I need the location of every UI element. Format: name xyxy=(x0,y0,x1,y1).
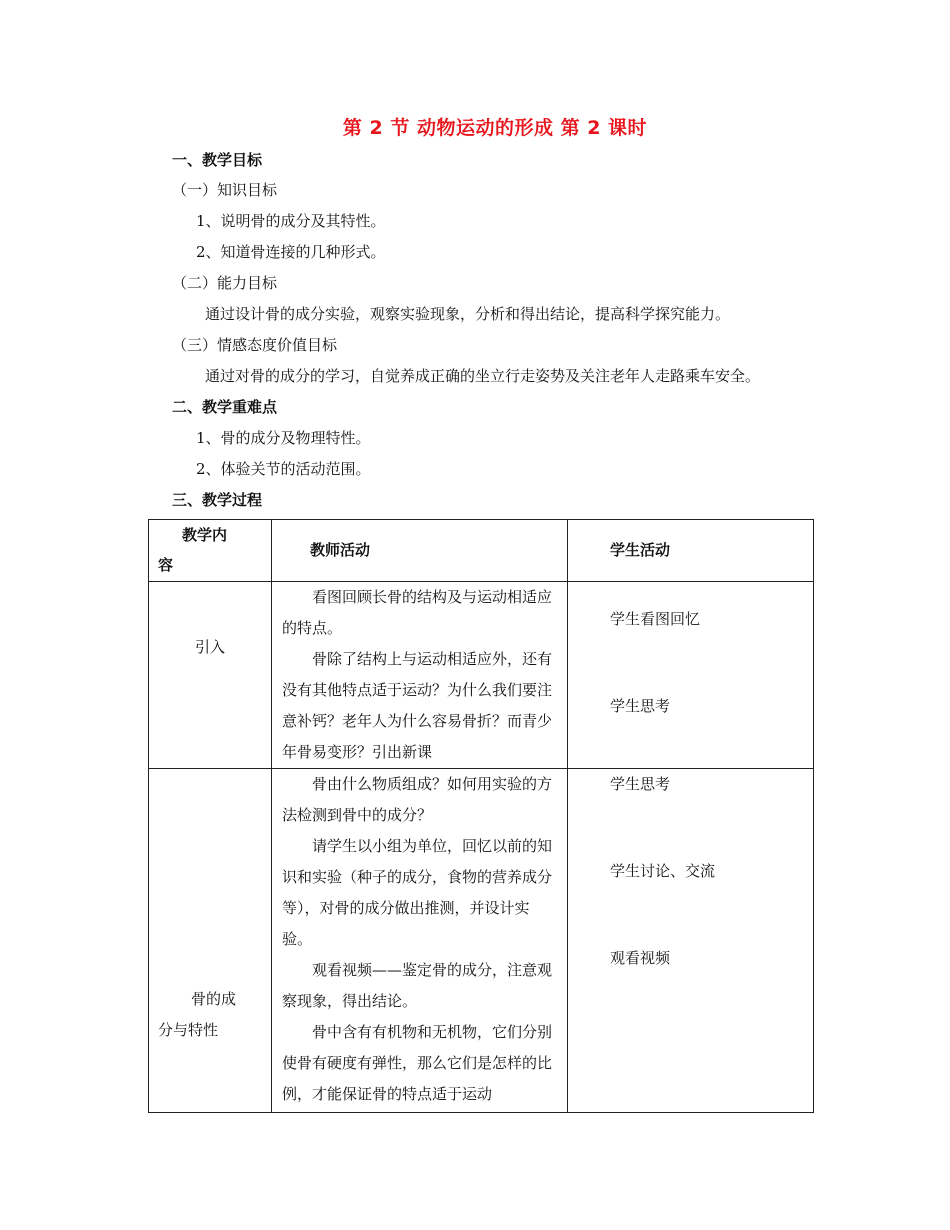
subheading-ability: （二）能力目标 xyxy=(172,274,278,292)
row1-student-1: 学生看图回忆 xyxy=(610,610,701,628)
row2-student-3: 观看视频 xyxy=(610,949,671,967)
row1-content-cell xyxy=(149,582,272,769)
row2-content-cell xyxy=(149,769,272,1113)
row2-teacher-p4: 骨中含有有机物和无机物，它们分别使骨有硬度有弹性，那么它们是怎样的比例，才能保证骨的特点适于运动 xyxy=(282,1023,553,1103)
row1-student-cell xyxy=(568,582,814,769)
page-title: 第 2 节 动物运动的形成 第 2 课时 xyxy=(342,117,648,139)
row1-teacher-p2: 骨除了结构上与运动相适应外，还有没有其他特点适于运动？为什么我们要注意补钙？老年人为什么容易骨折？而青少年骨易变形？引出新课 xyxy=(282,650,553,761)
row2-student-1: 学生思考 xyxy=(610,775,671,793)
header-student-cell xyxy=(568,520,814,582)
header-content-line1: 教学内 xyxy=(182,526,228,544)
ability-text: 通过设计骨的成分实验，观察实验现象，分析和得出结论，提高科学探究能力。 xyxy=(205,305,731,323)
knowledge-item-2: 2、知道骨连接的几种形式。 xyxy=(196,243,386,261)
table-row xyxy=(149,582,814,769)
row1-student-2: 学生思考 xyxy=(610,697,671,715)
row2-content-line2: 分与特性 xyxy=(158,1021,219,1039)
teaching-process-table xyxy=(148,519,814,1113)
subheading-knowledge: （一）知识目标 xyxy=(172,181,278,199)
table-header-row xyxy=(149,520,814,582)
header-student: 学生活动 xyxy=(610,541,671,559)
header-teacher: 教师活动 xyxy=(310,541,371,559)
subheading-attitude: （三）情感态度价值目标 xyxy=(172,336,338,354)
row2-content-line1: 骨的成 xyxy=(191,990,237,1008)
keypoint-item-2: 2、体验关节的活动范围。 xyxy=(196,460,371,478)
row2-student-2: 学生讨论、交流 xyxy=(610,862,716,880)
row2-teacher-p1: 骨由什么物质组成？如何用实验的方法检测到骨中的成分？ xyxy=(282,775,553,824)
row2-student-cell xyxy=(568,769,814,1113)
header-teacher-cell xyxy=(272,520,568,582)
attitude-text: 通过对骨的成分的学习，自觉养成正确的坐立行走姿势及关注老年人走路乘车安全。 xyxy=(205,367,761,385)
header-content-cell xyxy=(149,520,272,582)
table-row xyxy=(149,769,814,1113)
row1-teacher-cell xyxy=(272,582,568,769)
header-content-line2: 容 xyxy=(158,556,174,574)
row2-teacher-p3: 观看视频——鉴定骨的成分，注意观察现象，得出结论。 xyxy=(282,961,553,1010)
row1-content: 引入 xyxy=(194,638,225,656)
section-heading-keypoints: 二、教学重难点 xyxy=(172,398,278,416)
row1-teacher-p1: 看图回顾长骨的结构及与运动相适应的特点。 xyxy=(282,588,553,637)
row2-teacher-cell xyxy=(272,769,568,1113)
section-heading-objectives: 一、教学目标 xyxy=(172,151,263,169)
section-heading-process: 三、教学过程 xyxy=(172,491,263,509)
keypoint-item-1: 1、骨的成分及物理特性。 xyxy=(196,429,371,447)
row2-teacher-p2: 请学生以小组为单位，回忆以前的知识和实验（种子的成分，食物的营养成分等），对骨的成分做出推测，并设计实验。 xyxy=(282,837,553,948)
knowledge-item-1: 1、说明骨的成分及其特性。 xyxy=(196,212,386,230)
